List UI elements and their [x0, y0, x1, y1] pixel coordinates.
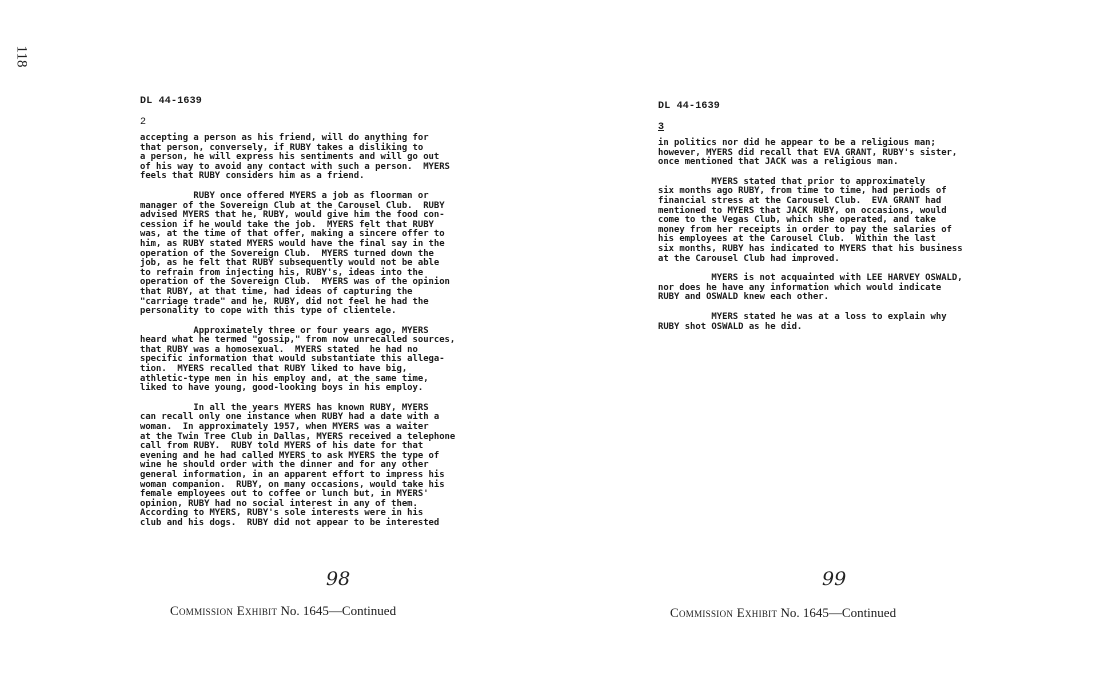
right-handwritten-page-number: 99 — [822, 568, 847, 590]
left-caption-prefix: Commission Exhibit — [170, 603, 278, 618]
right-paragraph-2: MYERS stated that prior to approximately six months ago RUBY, from time to time, had periods of financial stress at the Carousel Club. EVA GRANT had mentioned to MYERS that JACK RUBY, on occasions, would come to the Vegas Club, which she operated, and take money from her receipts in order to pay the salaries of his employees at the Carousel Club. Within the last six months, RUBY has indicated to MYERS that his business at the Carousel Club had improved. — [658, 176, 963, 264]
side-page-number: 118 — [13, 45, 30, 68]
right-caption-suffix: No. 1645—Continued — [780, 605, 897, 620]
left-caption-suffix: No. 1645—Continued — [280, 603, 397, 618]
right-page-number: 3 — [658, 122, 665, 133]
right-exhibit-caption — [670, 605, 896, 621]
left-page — [140, 96, 480, 529]
left-file-number: DL 44-1639 — [140, 96, 203, 107]
right-paragraph-1: in politics nor did he appear to be a religious man; however, MYERS did recall that EVA GRANT, RUBY's sister, once mentioned that JACK was a religious man. — [658, 138, 958, 168]
left-handwritten-page-number: 98 — [326, 568, 351, 590]
right-file-number: DL 44-1639 — [658, 101, 721, 112]
right-paragraph-4: MYERS stated he was at a loss to explain why RUBY shot OSWALD as he did. — [658, 311, 947, 332]
right-paragraph-3: MYERS is not acquainted with LEE HARVEY OSWALD, nor does he have any information which would indicate RUBY and OSWALD knew each other. — [658, 273, 963, 303]
left-paragraph-4: In all the years MYERS has known RUBY, MYERS can recall only one instance when RUBY had a date with a woman. In approximately 1957, when MYERS was a waiter at the Twin Tree Club in Dallas, MYERS received a telephone call from RUBY. RUBY told MYERS of his date for that evening and he had called MYERS to ask MYERS the type of wine he should order with the dinner and for any other general information, in an apparent effort to impress his woman companion. RUBY, on many occasions, would take his female employees out to coffee or lunch but, in MYERS' opinion, RUBY had no social interest in any of them. According to MYERS, RUBY's sole interests were in his club and his dogs. RUBY did not appear to be interested — [140, 402, 456, 528]
left-paragraph-2: RUBY once offered MYERS a job as floorman or manager of the Sovereign Club at the Carousel Club. RUBY advised MYERS that he, RUBY, would give him the food con- cession if he would take the job. MYERS felt that RUBY was, at the time of that offer, making a sincere offer to him, as RUBY stated MYERS would have the final say in the operation of the Sovereign Club. MYERS turned down the job, as he felt that RUBY subsequently would not be able to refrain from injecting his, RUBY's, ideas into the operation of the Sovereign Club. MYERS was of the opinion that RUBY, at that time, had ideas of capturing the "carriage trade" and he, RUBY, did not feel he had the personality to cope with this type of clientele. — [140, 190, 450, 317]
left-paragraph-1: accepting a person as his friend, will do anything for that person, conversely, if RUBY takes a disliking to a person, he will express his sentiments and will go out of his way to avoid any contact with such a person. MYERS feels that RUBY considers him as a friend. — [140, 133, 450, 182]
right-caption-prefix: Commission Exhibit — [670, 605, 778, 620]
right-page — [658, 101, 998, 332]
left-exhibit-caption — [170, 603, 396, 619]
left-paragraph-3: Approximately three or four years ago, MYERS heard what he termed "gossip," from now unrecalled sources, that RUBY was a homosexual. MYERS stated he had no specific information that would substantiate this allega- tion. MYERS recalled that RUBY liked to have big, athletic-type men in his employ and, at the same time, liked to have young, good-looking boys in his employ. — [140, 325, 456, 394]
left-page-number: 2 — [140, 117, 147, 128]
